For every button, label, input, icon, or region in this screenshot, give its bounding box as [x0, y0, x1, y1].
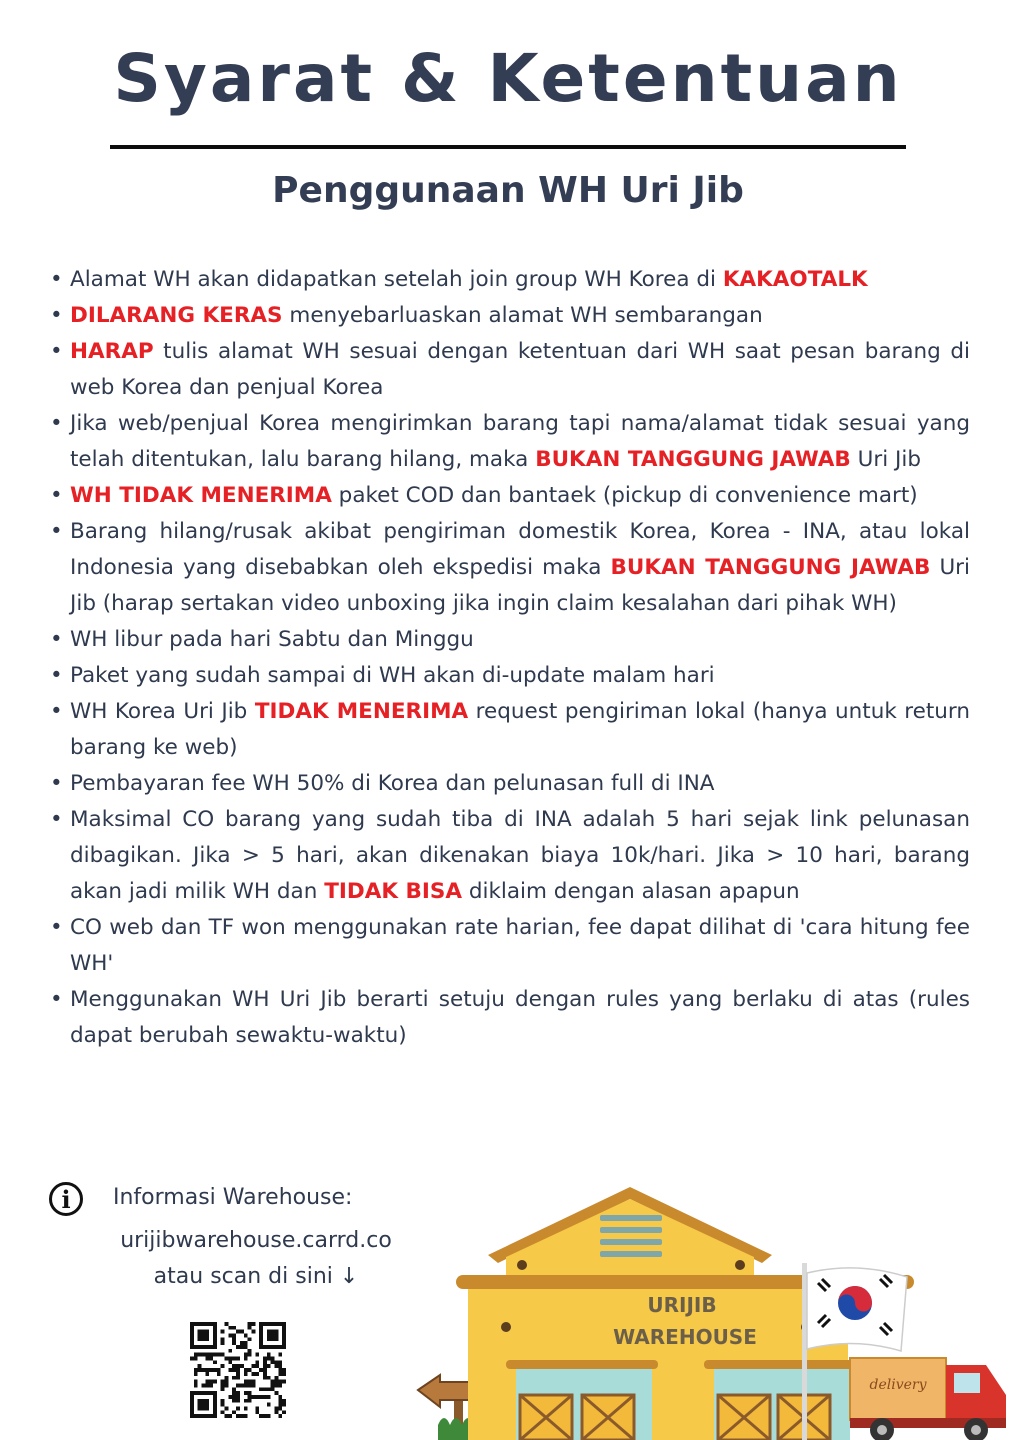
page-subtitle: Penggunaan WH Uri Jib	[272, 170, 744, 211]
rule-text: tulis alamat WH sesuai dengan ketentuan dari WH saat pesan barang di web Korea dan penjual Korea	[70, 339, 970, 400]
rule-item	[48, 658, 970, 694]
sign-line-2: WAREHOUSE	[613, 1325, 757, 1349]
rule-highlight: KAKAOTALK	[722, 267, 868, 292]
rule-item	[48, 910, 970, 982]
rule-highlight: BUKAN TANGGUNG JAWAB	[610, 555, 931, 580]
rule-item	[48, 334, 970, 406]
rule-text: WH libur pada hari Sabtu dan Minggu	[70, 627, 474, 652]
rule-text: Maksimal CO barang yang sudah tiba di INA adalah 5 hari sejak link pelunasan dibagikan. Jika > 5 hari, akan dikenakan biaya 10k/hari. Jika > 10 hari, barang akan jadi milik WH dan	[70, 807, 970, 904]
rule-item	[48, 514, 970, 622]
rule-text: Menggunakan WH Uri Jib berarti setuju dengan rules yang berlaku di atas (rules dapat berubah sewaktu-waktu)	[70, 987, 970, 1048]
rule-text: request pengiriman lokal (hanya untuk return barang ke web)	[70, 699, 970, 760]
rule-item	[48, 478, 970, 514]
rule-item	[48, 406, 970, 478]
rule-item	[48, 694, 970, 766]
truck-label: delivery	[869, 1377, 927, 1393]
rule-text: Paket yang sudah sampai di WH akan di-update malam hari	[70, 663, 715, 688]
rule-item	[48, 262, 970, 298]
info-icon: i	[49, 1182, 83, 1216]
rule-text: Alamat WH akan didapatkan setelah join group WH Korea di	[70, 267, 723, 292]
delivery-truck-icon	[850, 1358, 1006, 1440]
rule-text: Pembayaran fee WH 50% di Korea dan pelunasan full di INA	[70, 771, 715, 796]
warehouse-illustration	[410, 1175, 1016, 1440]
rules-list	[48, 262, 970, 1054]
rule-item	[48, 766, 970, 802]
sign-line-1: URIJIB	[647, 1293, 717, 1317]
rule-highlight: WH TIDAK MENERIMA	[70, 483, 332, 508]
rule-text: diklaim dengan alasan apapun	[462, 879, 800, 904]
warehouse-url-link[interactable]: urijibwarehouse.carrd.co	[120, 1228, 392, 1253]
rule-text: CO web dan TF won menggunakan rate harian, fee dapat dilihat di 'cara hitung fee WH'	[70, 915, 970, 976]
rule-highlight: TIDAK MENERIMA	[254, 699, 469, 724]
rule-item	[48, 622, 970, 658]
rule-highlight: TIDAK BISA	[324, 879, 462, 904]
page-title: Syarat & Ketentuan	[113, 40, 903, 117]
rule-text: menyebarluaskan alamat WH sembarangan	[282, 303, 763, 328]
info-label: Informasi Warehouse:	[113, 1185, 353, 1210]
rule-text: Barang hilang/rusak akibat pengiriman domestik Korea, Korea - INA, atau lokal Indonesia yang disebabkan oleh ekspedisi maka	[70, 519, 970, 580]
rule-item	[48, 298, 970, 334]
rule-text: Uri Jib	[850, 447, 921, 472]
rule-text: paket COD dan bantaek (pickup di convenience mart)	[331, 483, 918, 508]
rule-item	[48, 982, 970, 1054]
rule-highlight: HARAP	[70, 339, 154, 364]
scan-instruction: atau scan di sini ↓	[153, 1264, 359, 1289]
rule-text: Uri Jib (harap sertakan video unboxing jika ingin claim kesalahan dari pihak WH)	[70, 555, 970, 616]
qr-code-image[interactable]	[190, 1322, 286, 1418]
rule-highlight: BUKAN TANGGUNG JAWAB	[535, 447, 851, 472]
rule-text: WH Korea Uri Jib	[70, 699, 255, 724]
rule-text: Jika web/penjual Korea mengirimkan barang tapi nama/alamat tidak sesuai yang telah ditentukan, lalu barang hilang, maka	[70, 411, 970, 472]
rule-highlight: DILARANG KERAS	[70, 303, 283, 328]
rule-item	[48, 802, 970, 910]
title-divider	[110, 145, 906, 149]
